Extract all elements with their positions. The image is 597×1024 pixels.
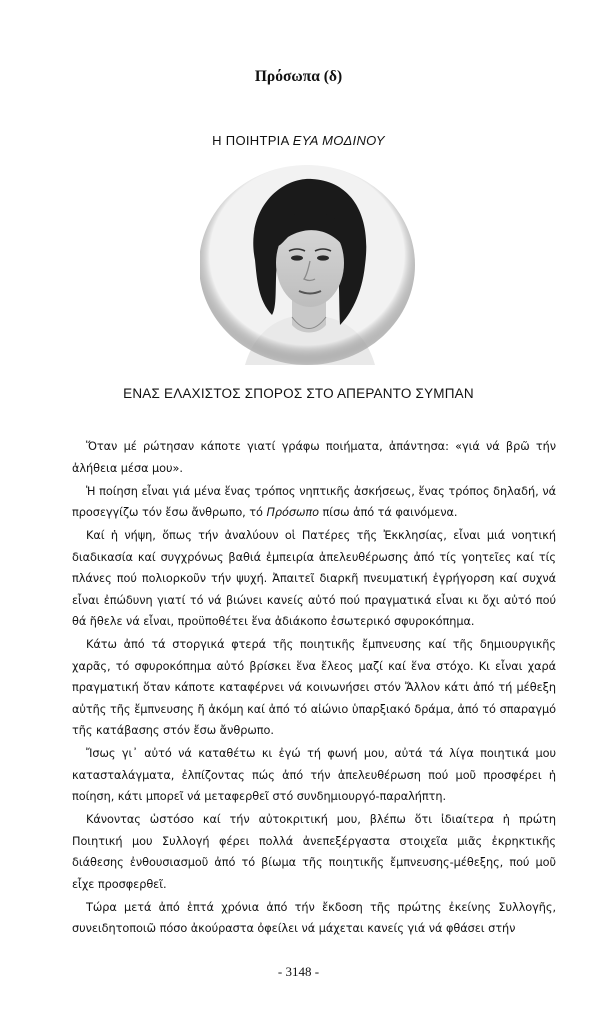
subtitle-prefix: Η ΠΟΙΗΤΡΙΑ (212, 133, 293, 148)
poet-name: ΕΥΑ ΜΟΔΙΝΟΥ (292, 133, 385, 148)
paragraph (72, 481, 556, 524)
page-number: - 3148 - (277, 964, 320, 979)
paragraph: Τώρα μετά ἀπό ἑπτά χρόνια ἀπό τήν ἔκδοση τῆς πρώτης ἐκείνης Συλλογῆς, συνειδητοποιῶ πόσο ἀκούραστα ὀφείλει νά μάχεται κανείς γιά νά φθάσει στήν (72, 900, 556, 935)
paragraph-text: Ἡ ποίηση εἶναι γιά μένα ἕνας τρόπος νηπτικῆς ἀσκήσεως, ἕνας τρόπος δηλαδή, νά προσεγγίζω τόν ἔσω ἄνθρωπο, τό (72, 484, 556, 519)
paragraph: Κάτω ἀπό τά στοργικά φτερά τῆς ποιητικῆς ἔμπνευσης καί τῆς δημιουργικῆς χαρᾶς, τό σφυροκόπημα αὐτό βρίσκει ἕνα ἔλεος μαζί καί ἕνα στόχο. Κι εἶναι χαρά πραγματική ὅταν κάποτε καταφέρνει νά κοινωνήσει στόν Ἄλλον κάτι ἀπό τή μέθεξη αὐτῆς τῆς ἔμπνευσης ἤ ἀκόμη καί ἀπό τό αἰώνιο ὑπαρξιακό δράμα, ἀπό τό σπαραγμό τῆς κατάβασης στόν ἔσω ἄνθρωπο. (72, 638, 556, 737)
emphasis-text: Πρόσωπο (266, 506, 319, 519)
poet-portrait-photo (200, 165, 415, 365)
section-title: Πρόσωπα (δ) (254, 68, 343, 85)
paragraph: Ἴσως γι᾽ αὐτό νά καταθέτω κι ἐγώ τή φωνή μου, αὐτά τά λίγα ποιητικά μου κατασταλάγματα, ἐλπίζοντας πώς ἀπό τήν ἀπελευθέρωση πού μοῦ προσφέρει ἡ ποίηση, κάτι μπορεῖ νά μεταφερθεῖ στό συνδημιουργό-παραλήπτη. (72, 747, 556, 803)
article-heading: ΕΝΑΣ ΕΛΑΧΙΣΤΟΣ ΣΠΟΡΟΣ ΣΤΟ ΑΠΕΡΑΝΤΟ ΣΥΜΠΑΝ (123, 386, 474, 401)
poet-subtitle (0, 133, 597, 148)
article-body (72, 436, 556, 940)
paragraph: Καί ἡ νήψη, ὅπως τήν ἀναλύουν οἱ Πατέρες τῆς Ἐκκλησίας, εἶναι μιά νοητική διαδικασία καί συγχρόνως βαθιά ἐμπειρία ἀπελευθέρωσης ἀπό τίς γοητεῖες καί τίς πλάνες πού πολιορκοῦν τήν ψυχή. Ἀπαιτεῖ διαρκῆ πνευματική ἐγρήγορση καί συχνά εἶναι ἐπώδυνη γιατί τό νά βιώνει κανείς αὐτό πού πραγματικά εἶναι κι ὄχι αὐτό πού θά ἤθελε νά εἶναι, προϋποθέτει ἕνα ἀδιάκοπο ἐσωτερικό σφυροκόπημα. (72, 529, 556, 628)
paragraph: Κάνοντας ὡστόσο καί τήν αὐτοκριτική μου, βλέπω ὅτι ἰδιαίτερα ἡ πρώτη Ποιητική μου Συλλογή φέρει πολλά ἀνεπεξέργαστα στοιχεῖα μιᾶς ἐκρηκτικῆς διάθεσης ἐνθουσιασμοῦ ἀπό τό βίωμα τῆς ποιητικῆς ἔμπνευσης-μέθεξης, πού μοῦ εἶχε προσφερθεῖ. (72, 813, 556, 891)
paragraph: Ὅταν μέ ρώτησαν κάποτε γιατί γράφω ποιήματα, ἀπάντησα: «γιά νά βρῶ τήν ἀλήθεια μέσα μου». (72, 440, 556, 475)
paragraph-text: πίσω ἀπό τά φαινόμενα. (322, 506, 458, 519)
